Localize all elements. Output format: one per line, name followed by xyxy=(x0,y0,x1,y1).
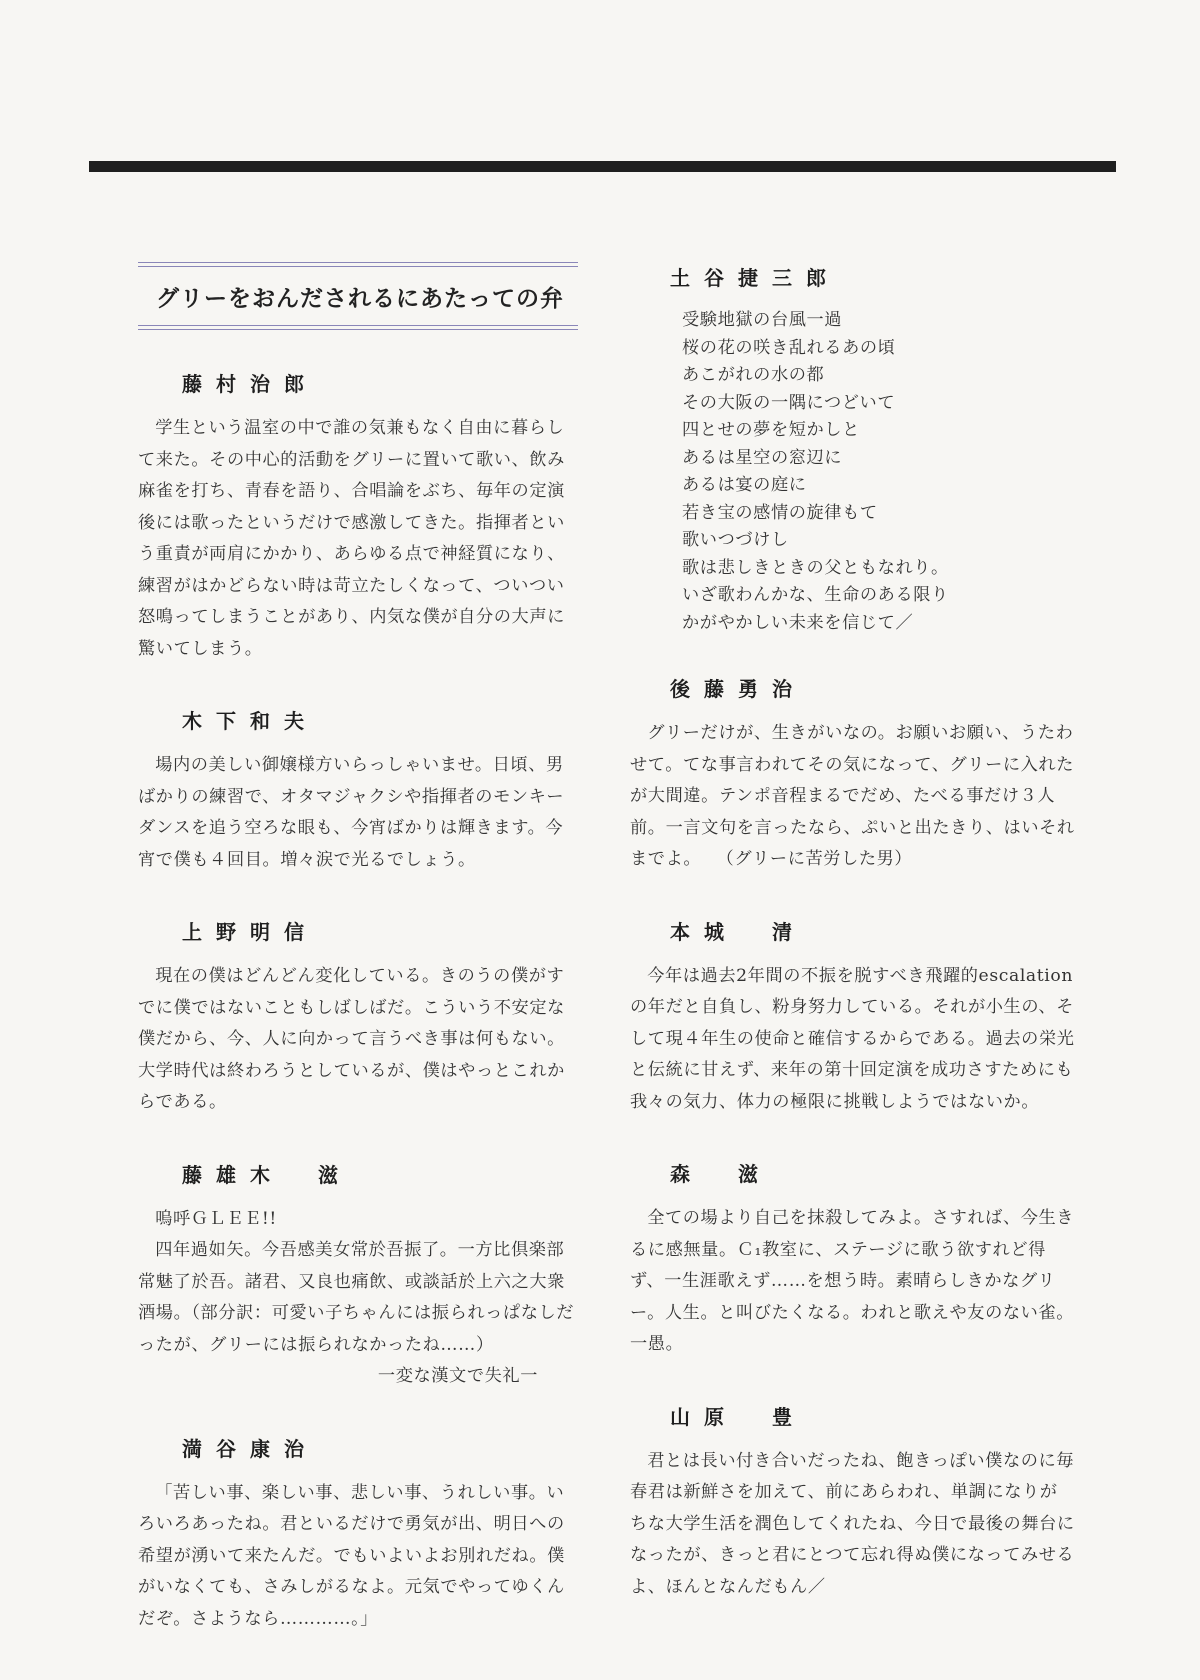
poem-line: 若き宝の感情の旋律もて xyxy=(682,502,878,523)
message-text xyxy=(138,1204,578,1393)
message-text: 今年は過去2年間の不振を脱すべき飛躍的escalationの年だと自負し、粉身努力している。それが小生の、そして現４年生の使命と確信するからである。過去の栄光と伝統に甘えず、来年の第十回定演を成功さすためにも我々の気力、体力の極限に挑戦しようではないか。 xyxy=(630,965,1075,1112)
section-yamahara xyxy=(630,1401,1075,1604)
section-kinoshita xyxy=(138,705,578,876)
poem-line: かがやかしい未来を信じて／ xyxy=(682,612,914,633)
poem-line: あるは宴の庭に xyxy=(682,475,807,495)
message-body: グリーだけが、生きがいなの。お願いお願い、うたわせて。てな事言われてその気になって、グリーに入れたが大間違。テンポ音程まるでだめ、たべる事だけ３人前。一言文句を言ったなら、ぷいと出たきり、はいそれまでよ。 xyxy=(630,723,1075,869)
title-rule-bottom-2 xyxy=(138,329,578,330)
poem-line: 桜の花の咲き乱れるあの頃 xyxy=(682,337,896,358)
title-rule-top xyxy=(138,262,578,263)
author-name: 藤村治郎 xyxy=(182,372,318,396)
author-name: 満谷康治 xyxy=(182,1436,318,1461)
author-name: 藤雄木 滋 xyxy=(182,1162,352,1187)
title-rule-bottom xyxy=(138,325,578,326)
section-fujiogi xyxy=(138,1159,578,1393)
section-mori xyxy=(630,1158,1075,1361)
top-rule xyxy=(89,161,1116,172)
message-line: 嗚呼ＧＬＥＥ!! xyxy=(155,1208,277,1229)
poem xyxy=(630,307,1075,637)
message-text: 君とは長い付き合いだったね、飽きっぽい僕なのに毎春君は新鮮さを加えて、前にあらわれ、単調になりがちな大学生活を潤色してくれたね、今日で最後の舞台になったが、きっと君にとつて忘れ得ぬ僕になってみせるよ、ほんとなんだもん／ xyxy=(630,1450,1075,1597)
title-box xyxy=(138,262,578,330)
poem-line: あこがれの水の都 xyxy=(682,365,825,385)
message-text: 現在の僕はどんどん変化している。きのうの僕がすでに僕ではないこともしばしばだ。こういう不安定な僕だから、今、人に向かって言うべき事は何もない。大学時代は終わろうとしているが、僕はやっとこれからである。 xyxy=(138,966,565,1112)
message-line: 四年過如矢。今吾感美女常於吾振了。一方比倶楽部常魅了於吾。諸君、又良也痛飲、或談話於上六之大衆酒場。（部分訳：可愛い子ちゃんには振られっぱなしだったが、グリーには振られなかったね……） xyxy=(138,1240,575,1355)
left-column xyxy=(138,262,578,1675)
poem-line: いざ歌わんかな、生命のある限り xyxy=(682,585,949,605)
poem-line: あるは星空の窓辺に xyxy=(682,447,843,468)
author-name: 上野明信 xyxy=(182,920,318,944)
section-tsuchiya xyxy=(630,262,1075,637)
section-fujimura xyxy=(138,368,578,665)
author-name: 山原 豊 xyxy=(670,1404,806,1429)
right-column xyxy=(630,262,1075,1643)
section-goto xyxy=(630,673,1075,876)
message-text: 場内の美しい御嬢様方いらっしゃいませ。日頃、男ばかりの練習で、オタマジャクシや指揮者のモンキーダンスを追う空ろな眼も、今宵ばかりは輝きます。今宵で僕も４回目。増々涙で光るでしょう。 xyxy=(138,755,565,870)
message-text: 学生という温室の中で誰の気兼もなく自由に暮らして来た。その中心的活動をグリーに置いて歌い、飲み麻雀を打ち、青春を語り、合唱論をぶち、毎年の定演後には歌ったというだけで感激してきた。指揮者という重責が両肩にかかり、あらゆる点で神経質になり、練習がはかどらない時は苛立たしくなって、ついつい怒鳴ってしまうことがあり、内気な僕が自分の大声に驚いてしまう。 xyxy=(138,418,565,659)
poem-line: 歌は悲しきときの父ともなれり。 xyxy=(682,557,949,578)
author-name: 森 滋 xyxy=(670,1162,772,1186)
author-name: 土谷捷三郎 xyxy=(670,266,840,290)
section-ueno xyxy=(138,916,578,1119)
page-title: グリーをおんだされるにあたっての弁 xyxy=(156,286,564,312)
section-mitsutani xyxy=(138,1433,578,1636)
message-text xyxy=(630,718,1075,876)
author-name: 木下和夫 xyxy=(182,709,318,733)
signature: 一変な漢文で失礼一 xyxy=(377,1366,538,1386)
poem-line: 四とせの夢を短かしと xyxy=(682,420,860,440)
poem-line: その大阪の一隅につどいて xyxy=(682,392,896,413)
section-honjo xyxy=(630,916,1075,1119)
message-text: 「苦しい事、楽しい事、悲しい事、うれしい事。いろいろあったね。君といるだけで勇気が出、明日への希望が湧いて来たんだ。でもいよいよお別れだね。僕がいなくても、さみしがるなよ。元気でやってゆくんだぞ。さようなら…………。」 xyxy=(138,1482,565,1629)
poem-line: 歌いつづけし xyxy=(682,530,789,550)
message-text: 全ての場より自己を抹殺してみよ。さすれば、今生きるに感無量。Ｃ₁教室に、ステージに歌う欲すれど得ず、一生涯歌えず……を想う時。素晴らしきかなグリー。人生。と叫びたくなる。われと歌えや友のない雀。一愚。 xyxy=(630,1208,1075,1354)
author-name: 本城 清 xyxy=(670,919,806,944)
poem-line: 受験地獄の台風一過 xyxy=(682,310,843,330)
author-name: 後藤勇治 xyxy=(670,677,806,701)
signature: （グリーに苦労した男） xyxy=(725,849,913,869)
